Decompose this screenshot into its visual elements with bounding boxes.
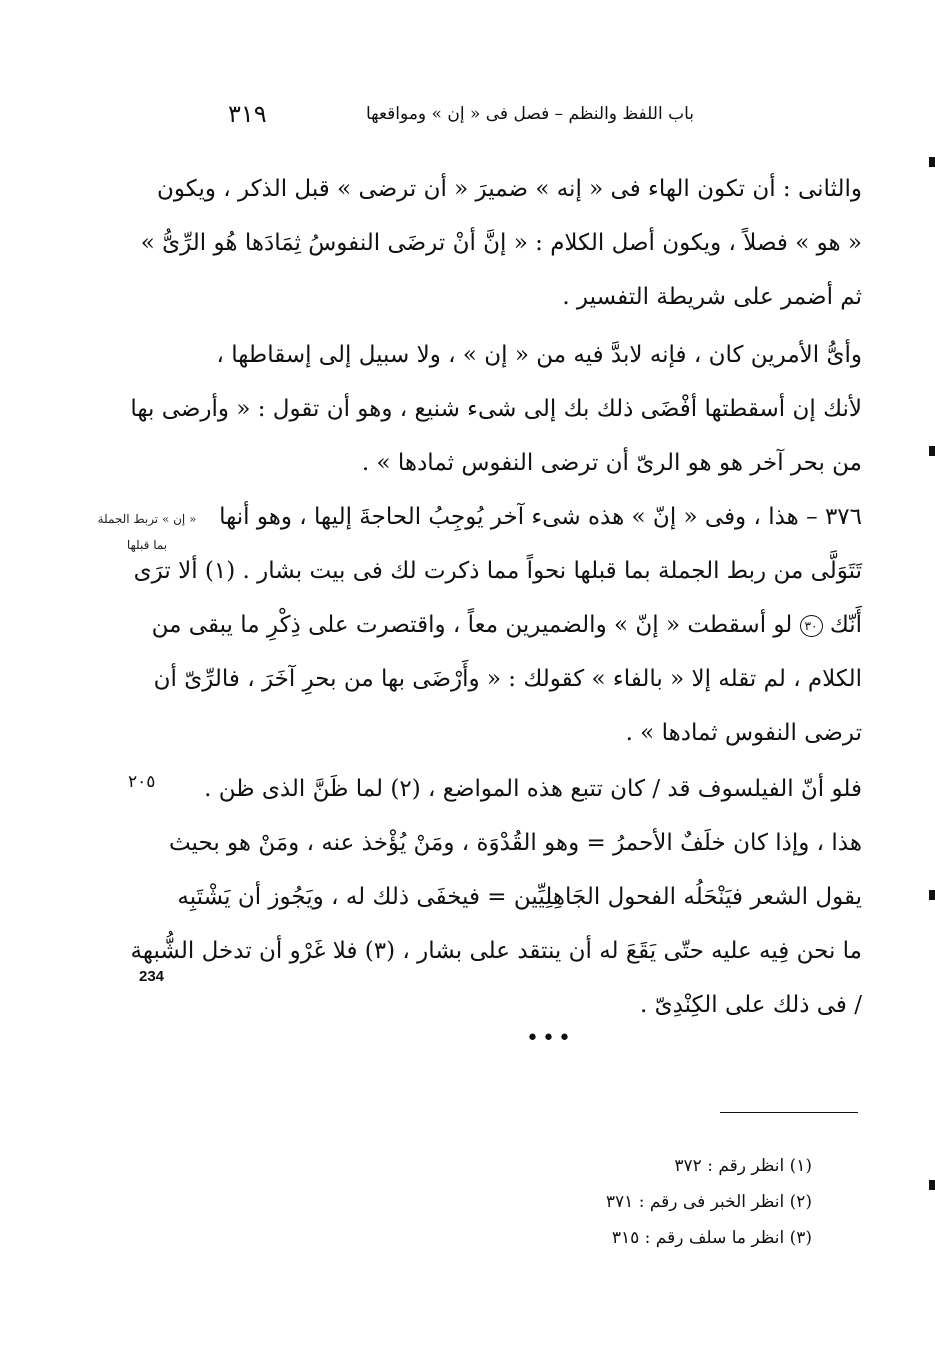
margin-note-line: بما قبلها (126, 538, 168, 552)
section-seal: ٣٠ (800, 615, 823, 637)
margin-number: ٢٠٥ (128, 772, 156, 792)
text-line: « هو » فصلاً ، ويكون أصل الكلام : « إنَّ أنْ ترضَى النفوسُ ثِمَادَها هُو الرِّىُّ » (140, 230, 862, 256)
folio-number: 234 (139, 968, 165, 985)
text-line: الكلام ، لم تقله إلا « بالفاء » كقولك : « وأَرْضَى بها من بحرِ آخَرَ ، فالرِّىّ أن (153, 666, 862, 692)
paragraph-2 (130, 328, 862, 490)
text-line: هذا ، وإذا كان خلَفٌ الأحمرُ = وهو القُدْوَة ، ومَنْ يُؤْخذ عنه ، ومَنْ هو بحيث (168, 830, 862, 856)
footnotes (560, 1148, 812, 1256)
text-line: من بحر آخر هو هو الرىّ أن ترضى النفوس ثمادها » . (361, 450, 862, 476)
margin-note (92, 506, 202, 558)
margin-note-line: « إن » تربط الجملة (97, 512, 197, 526)
section-separator: ••• (526, 1026, 574, 1051)
text-line: / فى ذلك على الكِنْدِىّ . (639, 992, 862, 1018)
text-line: تَتَوَلَّى من ربط الجملة بما قبلها نحواً مما ذكرت لك فى بيت بشار . (١) ألا ترَى (133, 558, 862, 584)
text-segment: لو أسقطت « إنّ » والضميرين معاً ، واقتصرت على ذِكْرِ ما يبقى من (151, 612, 793, 638)
footnote: (٣) انظر ما سلف رقم : ٣١٥ (611, 1228, 812, 1248)
text-line-with-seal (151, 598, 862, 652)
text-line: ترضى النفوس ثمادها » . (625, 720, 862, 746)
scan-edge-mark (929, 446, 935, 456)
running-head (228, 100, 694, 128)
footnote: (٢) انظر الخبر فى رقم : ٣٧١ (605, 1192, 812, 1212)
text-line: يقول الشعر فيَنْحَلُه الفحول الجَاهِلِيِّين = فيخفَى ذلك له ، ويَجُوز أن يَشْتَبِه (177, 884, 862, 910)
text-line: ثم أضمر على شريطة التفسير . (562, 284, 862, 310)
text-line: ٣٧٦ – هذا ، وفى « إنّ » هذه شىء آخر يُوجِبُ الحاجةَ إليها ، وهو أنها (219, 504, 862, 530)
text-line: فلو أنّ الفيلسوف قد / كان تتبع هذه المواضع ، (٢) لما ظَنَّ الذى ظن . (204, 776, 862, 802)
scan-edge-mark (929, 1180, 935, 1190)
footnote: (١) انظر رقم : ٣٧٢ (674, 1156, 812, 1176)
text-line: ما نحن فِيه عليه حتّى يَقَعَ له أن ينتقد على بشار ، (٣) فلا غَرْو أن تدخل الشُّبهة (130, 938, 862, 964)
text-line: لأنك إن أسقطتها أفْضَى ذلك بك إلى شىء شنيع ، وهو أن تقول : « وأرضى بها (130, 396, 862, 422)
scan-edge-mark (929, 157, 935, 167)
seal-prefix: أَنّك (829, 612, 862, 638)
text-line: وأىُّ الأمرين كان ، فإنه لابدَّ فيه من « إن » ، ولا سبيل إلى إسقاطها ، (216, 342, 862, 368)
scan-edge-mark (929, 890, 935, 900)
footnote-rule (720, 1112, 858, 1113)
text-line: والثانى : أن تكون الهاء فى « إنه » ضميرَ « أن ترضى » قبل الذكر ، ويكون (156, 176, 862, 202)
running-title: باب اللفظ والنظم – فصل فى « إن » ومواقعها (365, 104, 694, 124)
paragraph-1 (140, 162, 862, 324)
page-number: ٣١٩ (228, 100, 267, 128)
